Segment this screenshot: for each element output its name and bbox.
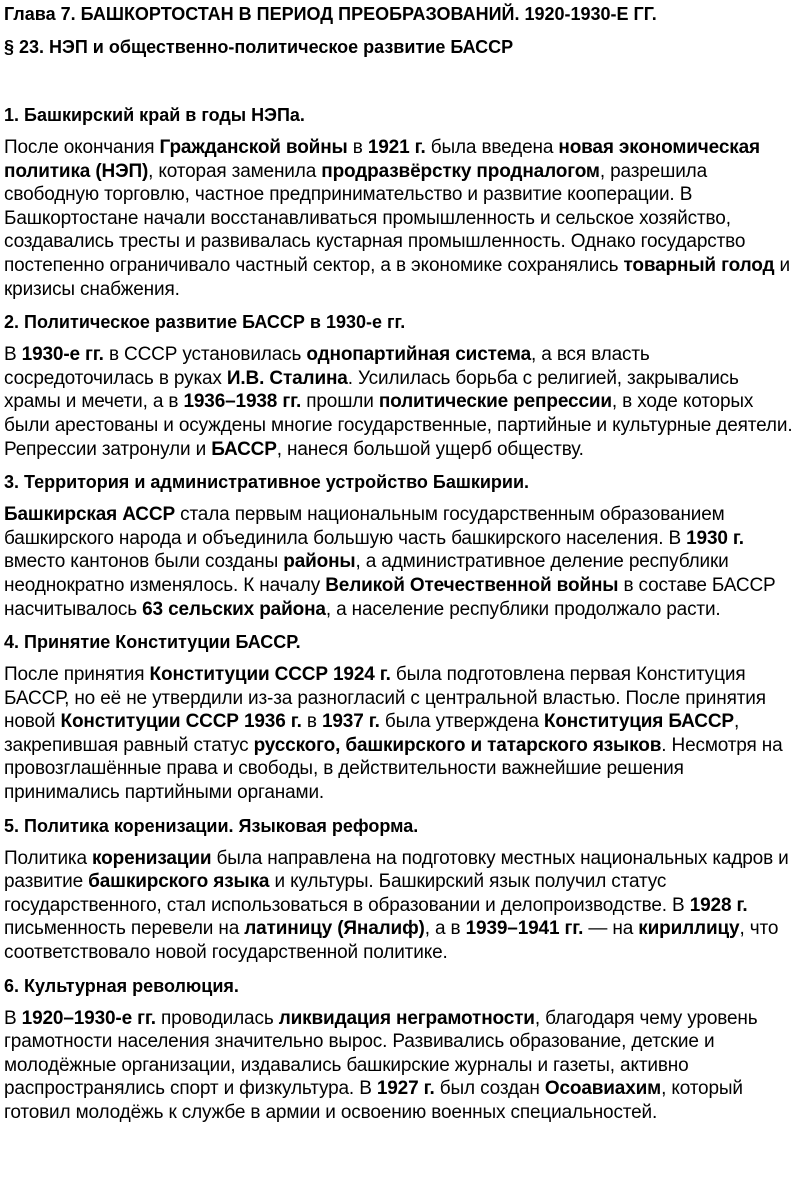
- body-text: , а административное деление республики неоднократно изменялось. К началу: [4, 551, 729, 596]
- body-text: в составе БАССР насчитывалось: [4, 574, 776, 620]
- section-body: [4, 343, 798, 461]
- section-heading: 4. Принятие Конституции БАССР.: [4, 632, 301, 653]
- body-text: в: [301, 711, 322, 733]
- emphasis-text: 1930-е гг.: [21, 344, 104, 366]
- section-body: [4, 1007, 798, 1125]
- body-text: была направлена на подготовку местных национальных кадров и развитие: [4, 847, 789, 893]
- emphasis-text: ликвидация неграмотности: [278, 1007, 535, 1029]
- emphasis-text: 1928 г.: [689, 894, 748, 916]
- emphasis-text: 1920–1930-е гг.: [21, 1007, 156, 1029]
- body-text: В: [4, 344, 22, 366]
- body-text: вместо кантонов были созданы: [4, 551, 284, 573]
- body-text: , благодаря чему уровень грамотности населения значительно вырос. Развивались образование, детские и молодёжные организации, издавались башкирские журналы и газеты, активно распространялись спорт и физкультура. В: [4, 1007, 758, 1100]
- emphasis-text: русского, башкирского и татарского языков: [253, 734, 662, 756]
- body-text: письменность перевели на: [4, 918, 245, 940]
- section-heading: 6. Культурная революция.: [4, 975, 239, 996]
- section-6: [4, 974, 798, 1125]
- body-text: Политика: [4, 847, 93, 869]
- section-heading: 5. Политика коренизации. Языковая реформа.: [4, 815, 419, 836]
- section-body: [4, 503, 798, 621]
- emphasis-text: районы: [283, 551, 356, 573]
- body-text: проводилась: [155, 1007, 279, 1029]
- emphasis-text: 1921 г.: [367, 137, 426, 158]
- emphasis-text: 1939–1941 гг.: [465, 918, 584, 940]
- emphasis-text: политические репрессии: [378, 391, 612, 413]
- body-text: была введена: [425, 137, 559, 158]
- body-text: был создан: [434, 1078, 545, 1100]
- body-text: , а в: [424, 918, 466, 940]
- emphasis-text: однопартийная система: [306, 344, 532, 366]
- body-text: — на: [583, 918, 639, 940]
- body-text: . Усилилась борьба с религией, закрывались храмы и мечети, а в: [4, 367, 739, 413]
- emphasis-text: Конституции СССР 1924 г.: [149, 664, 391, 686]
- emphasis-text: латиницу (Яналиф): [244, 918, 425, 940]
- section-4: [4, 630, 798, 805]
- body-text: была утверждена: [379, 711, 544, 733]
- emphasis-text: коренизации: [92, 847, 212, 869]
- emphasis-text: башкирского языка: [88, 871, 270, 893]
- body-text: После принятия: [4, 664, 150, 686]
- body-text: прошли: [301, 391, 379, 413]
- emphasis-text: 1936–1938 гг.: [183, 391, 302, 413]
- body-text: В: [4, 1007, 22, 1029]
- emphasis-text: продразвёрстку продналогом: [321, 160, 600, 182]
- emphasis-text: 1930 г.: [686, 527, 744, 549]
- body-text: , нанеся большой ущерб обществу.: [276, 438, 584, 460]
- body-text: , разрешила свободную торговлю, частное предпринимательство и развитие кооперации. В Башкортостане начали восстанавливаться промышленность и сельское хозяйство, создавались тресты и развивалась кустарная промышленность. Однако государство постепенно ограничивало частный сектор, а в экономике сохранялись: [4, 160, 746, 276]
- emphasis-text: Башкирская АССР: [4, 504, 175, 526]
- body-text: в: [347, 137, 368, 158]
- body-text: и культуры. Башкирский язык получил статус государственного, стал использоваться в образовании и делопроизводстве. В: [4, 871, 690, 916]
- body-text: , что соответствовало новой государственной политике.: [4, 918, 779, 964]
- section-heading: 1. Башкирский край в годы НЭПа.: [4, 105, 305, 125]
- section-3: [4, 470, 798, 621]
- emphasis-text: Великой Отечественной войны: [325, 574, 619, 596]
- body-text: После окончания: [4, 137, 160, 158]
- emphasis-text: кириллицу: [638, 918, 740, 940]
- emphasis-text: Осоавиахим: [544, 1078, 662, 1100]
- body-text: в СССР установилась: [103, 344, 307, 366]
- body-text: , которая заменила: [148, 160, 322, 182]
- section-body: [4, 663, 798, 805]
- chapter-title: Глава 7. БАШКОРТОСТАН В ПЕРИОД ПРЕОБРАЗОВАНИЙ. 1920-1930-Е ГГ.: [4, 4, 657, 24]
- emphasis-text: 63 сельских района: [142, 598, 326, 620]
- body-text: , закрепившая равный статус: [4, 711, 740, 756]
- emphasis-text: 1927 г.: [376, 1078, 435, 1100]
- body-text: была подготовлена первая Конституция БАССР, но её не утвердили из-за разногласий с центральной властью. После принятия новой: [4, 664, 766, 733]
- body-text: , а население республики продолжало расти.: [325, 598, 721, 620]
- section-body: [4, 847, 798, 965]
- emphasis-text: Гражданской войны: [159, 137, 348, 158]
- body-text: , в ходе которых были арестованы и осуждены многие государственные, партийные и культурные деятели. Репрессии затронули и: [4, 391, 793, 460]
- section-heading: 2. Политическое развитие БАССР в 1930-е гг.: [4, 312, 406, 333]
- body-text: стала первым национальным государственным образованием башкирского народа и объединила большую часть башкирского населения. В: [4, 504, 725, 549]
- emphasis-text: БАССР: [211, 438, 277, 460]
- emphasis-text: Конституция БАССР: [543, 711, 734, 733]
- section-heading: 3. Территория и административное устройство Башкирии.: [4, 472, 530, 493]
- paragraph-title: § 23. НЭП и общественно-политическое развитие БАССР: [4, 37, 514, 57]
- emphasis-text: товарный голод: [623, 254, 775, 276]
- body-text: , а вся власть сосредоточилась в руках: [4, 344, 650, 389]
- body-text: . Несмотря на провозглашённые права и свободы, в действительности важнейшие решения принимались партийными органами.: [4, 734, 783, 804]
- section-1: [4, 103, 798, 301]
- emphasis-text: новая экономическая политика (НЭП): [4, 137, 760, 182]
- emphasis-text: И.В. Сталина: [226, 367, 348, 389]
- section-5: [4, 814, 798, 965]
- section-2: [4, 310, 798, 461]
- document-page: [4, 0, 798, 1134]
- section-body: [4, 136, 798, 301]
- emphasis-text: 1937 г.: [321, 711, 380, 733]
- body-text: и кризисы снабжения.: [4, 254, 790, 300]
- emphasis-text: Конституции СССР 1936 г.: [60, 711, 302, 733]
- body-text: , который готовил молодёжь к службе в армии и освоению военных специальностей.: [4, 1078, 743, 1123]
